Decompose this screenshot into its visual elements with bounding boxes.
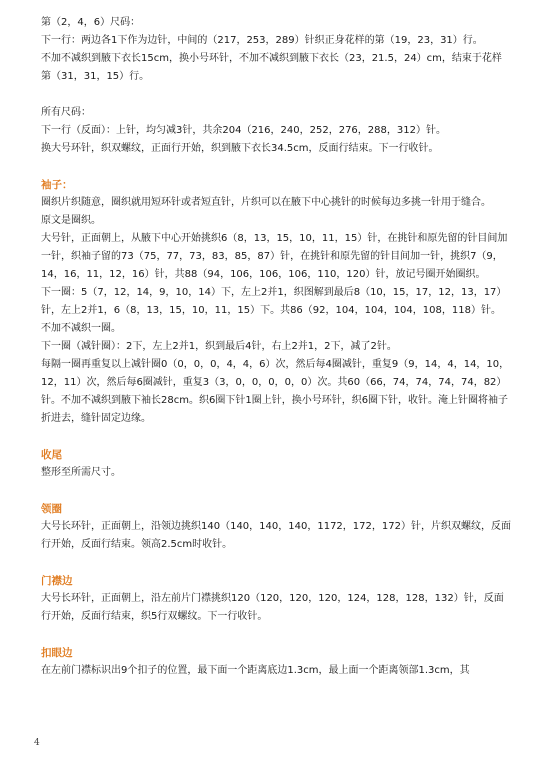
section-heading-buttonhole-band: 扣眼边	[41, 647, 73, 659]
paragraph: 在左前门襟标识出9个扣子的位置，最下面一个距离底边1.3cm，最上面一个距离领部1.3cm，其	[41, 665, 470, 676]
paragraph: 下一行（反面）：上针，均匀减3针，共余204（216，240，252，276，288，312）针。	[41, 125, 446, 136]
paragraph: 不加不减织一圈。	[41, 323, 121, 334]
spacer	[41, 158, 511, 176]
paragraph: 大号长环针，正面朝上，沿领边挑织140（140，140，140，1172，172，172）针，片织双螺纹，反面行开始，反面行结束。领高2.5cm时收针。	[41, 521, 511, 550]
spacer	[41, 626, 511, 644]
section-heading-collar: 领圈	[41, 503, 62, 515]
section-heading-finishing: 收尾	[41, 449, 62, 461]
section-heading-button-band: 门襟边	[41, 575, 73, 587]
page-number: 4	[34, 738, 40, 748]
section-heading-sleeves: 袖子：	[41, 179, 73, 191]
paragraph: 下一行：两边各1下作为边针，中间的（217，253，289）针织正身花样的第（19，23，31）行。	[41, 35, 483, 46]
paragraph: 不加不减织到腋下衣长15cm，换小号环针，不加不减织到腋下衣长（23，21.5，24）cm，结束于花样第（31，31，15）行。	[41, 53, 502, 82]
paragraph: 大号长环针，正面朝上，沿左前片门襟挑织120（120，120，120，124，128，128，132）针，反面行开始，反面行结束，织5行双螺纹。下一行收针。	[41, 593, 504, 622]
spacer	[41, 554, 511, 572]
paragraph: 原文是圈织。	[41, 215, 101, 226]
spacer	[41, 86, 511, 104]
spacer	[41, 428, 511, 446]
paragraph: 大号针，正面朝上，从腋下中心开始挑织6（8，13，15，10，11，15）针，在挑针和原先留的针目间加一针，织袖子留的73（75，77，73，83，85，87）针，在挑针和原先留的针目间加一针，挑织7（9，14，16，11，12，16）针，共88（94，106，106，106，110，120）针，放记号圈开始圈织。	[41, 233, 508, 280]
paragraph: 第（2，4，6）尺码：	[41, 17, 141, 28]
paragraph: 圈织片织随意，圈织就用短环针或者短直针，片织可以在腋下中心挑针的时候每边多挑一针用于缝合。	[41, 197, 491, 208]
paragraph: 每隔一圈再重复以上减针圈0（0，0，0，4，4，6）次，然后每4圈减针，重复9（9，14，4，14，10，12，11）次，然后每6圈减针，重复3（3，0，0，0，0，0）次。共60（66，74，74，74，74，82）针。不加不减织到腋下袖长28cm。织6圈下针1圈上针，换小号环针，织6圈下针，收针。淹上针圈将袖子折进去，缝针固定边缘。	[41, 359, 510, 424]
spacer	[41, 482, 511, 500]
document-page	[41, 14, 511, 680]
paragraph: 下一圈（减针圈）：2下，左上2并1，织到最后4针，右上2并1，2下，减了2针。	[41, 341, 397, 352]
paragraph: 所有尺码：	[41, 107, 91, 118]
paragraph: 整形至所需尺寸。	[41, 467, 121, 478]
paragraph: 换大号环针，织双螺纹，正面行开始，织到腋下衣长34.5cm，反面行结束。下一行收针。	[41, 143, 439, 154]
paragraph: 下一圈：5（7，12，14，9，10，14）下，左上2并1，织图解到最后8（10，15，17，12，13，17）针，左上2并1，6（8，13，15，10，11，15）下。共86（92，104，104，104，108，118）针。	[41, 287, 507, 316]
